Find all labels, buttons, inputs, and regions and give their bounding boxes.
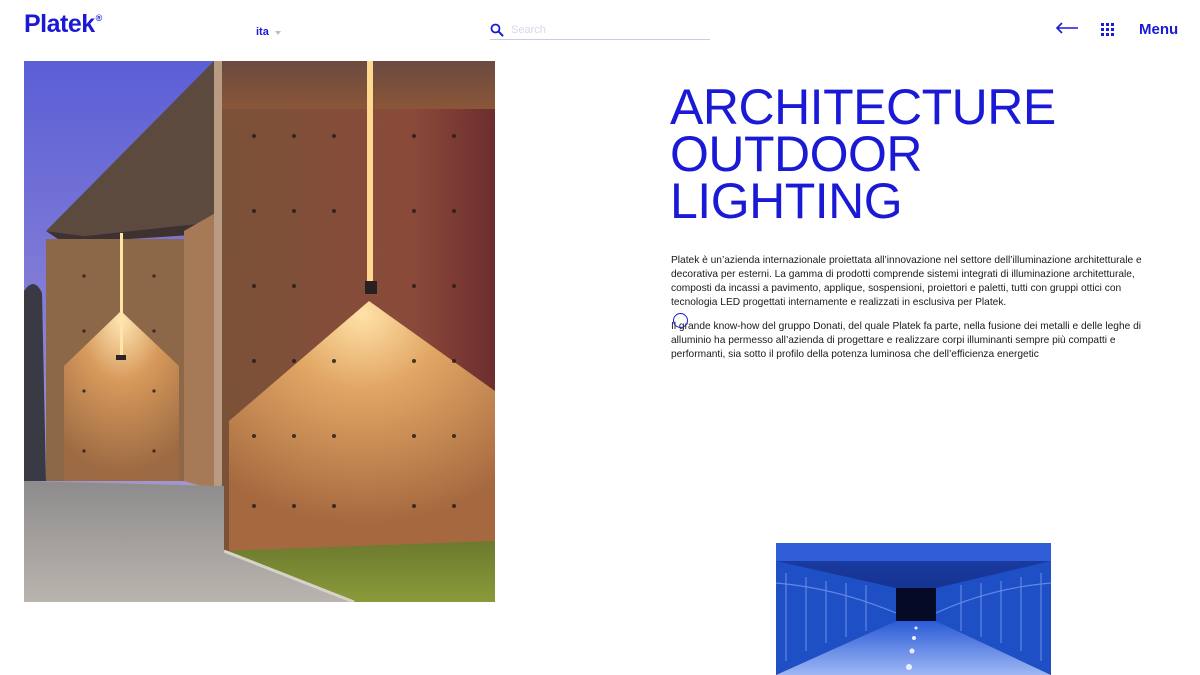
paragraph: Platek è un’azienda internazionale proiettata all’innovazione nel settore dell’illuminazione architetturale e decorativa per esterni. La gamma di prodotti comprende sistemi integrati di illuminazione architetturale, composti da incassi a pavimento, applique, sospensioni, proiettori e paletti, tutti con gruppi ottici con tecnologia LED progettati internamente e realizzati in esclusiva per Platek. — [671, 255, 1142, 308]
title-line: ARCHITECTURE — [670, 79, 1056, 135]
intro-text — [671, 254, 1146, 372]
paragraph: Il grande know-how del gruppo Donati, del quale Platek fa parte, nella fusione dei metalli e delle leghe di alluminio ha permesso all’azienda di progettare e realizzare corpi illuminanti sempre più compatti e performanti, sia sotto il profilo della potenza luminosa che dell’efficienza energetic — [671, 321, 1142, 360]
arrow-left-icon[interactable] — [1055, 21, 1079, 35]
search-input[interactable] — [511, 24, 701, 36]
registered-mark: ® — [95, 13, 102, 23]
title-line: OUTDOOR — [670, 126, 923, 182]
chevron-down-icon — [275, 31, 281, 35]
search-icon[interactable] — [490, 23, 504, 37]
photo-illuminated-walkway — [776, 543, 1051, 675]
brand-name: Platek — [24, 10, 95, 38]
grid-icon[interactable] — [1101, 23, 1114, 36]
language-label: ita — [256, 26, 269, 38]
menu-button[interactable]: Menu — [1139, 21, 1179, 38]
hero-photo-concrete-portico — [24, 61, 495, 602]
cursor-ring-icon — [673, 313, 688, 328]
title-line: LIGHTING — [670, 173, 903, 229]
page-title — [670, 79, 1056, 229]
search-bar — [490, 20, 710, 40]
language-selector[interactable] — [256, 26, 281, 38]
brand-logo[interactable] — [24, 10, 102, 39]
